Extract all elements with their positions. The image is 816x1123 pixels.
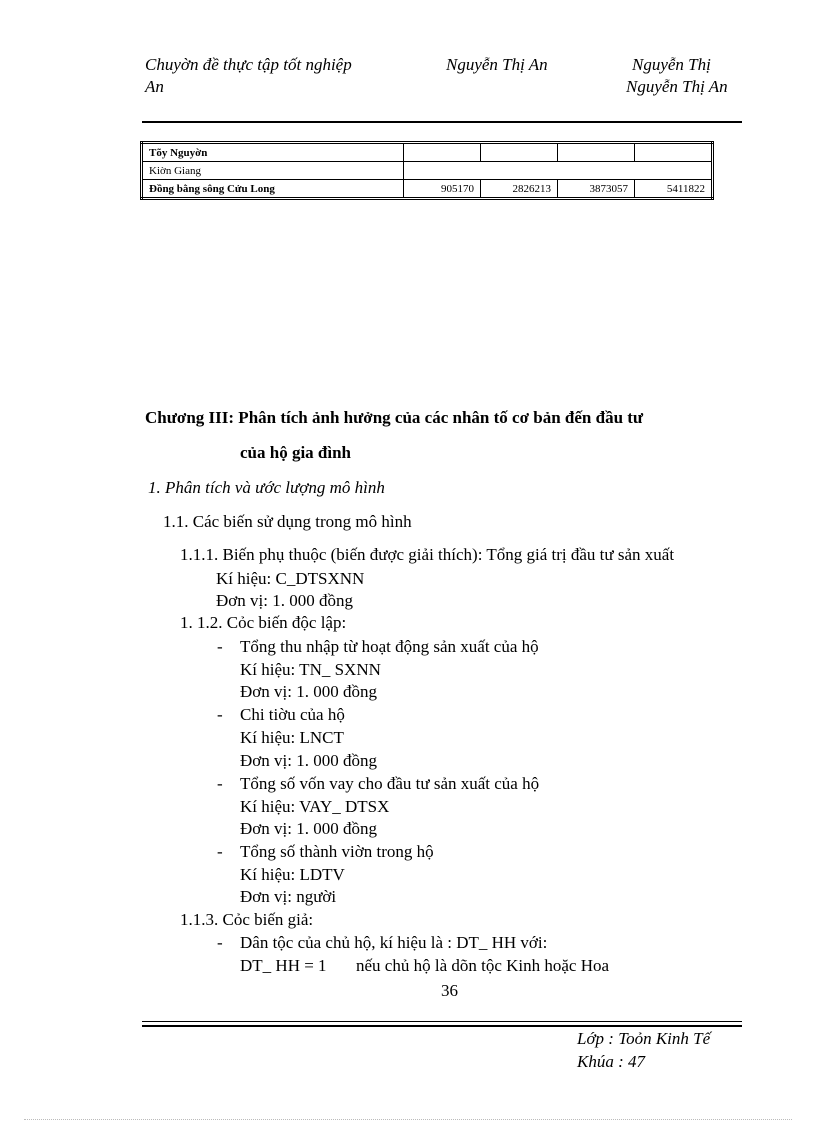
table-cell-region: Đồng bằng sông Cửu Long [142, 180, 404, 199]
variable-symbol: Kí hiệu: TN_ SXNN [240, 660, 381, 679]
dummy-variable-item: Dân tộc của chủ hộ, kí hiệu là : DT_ HH với: [240, 933, 548, 952]
table-cell-empty [404, 162, 713, 180]
footer-rule-thin [142, 1021, 742, 1022]
table-cell-value [404, 143, 481, 162]
dependent-variable-symbol: Kí hiệu: C_DTSXNN [216, 569, 365, 588]
header-rule [142, 121, 742, 123]
subsection-heading: 1.1. Các biến sử dụng trong mô hình [163, 512, 412, 531]
table-cell-value: 2826213 [481, 180, 558, 199]
page-number: 36 [441, 981, 458, 1000]
dummy-condition-left: DT_ HH = 1 [240, 956, 327, 975]
table-row [142, 143, 713, 162]
table-row [142, 180, 713, 199]
table-cell-value: 905170 [404, 180, 481, 199]
table-cell-value: 5411822 [635, 180, 713, 199]
bullet-dash: - [217, 705, 223, 724]
variable-name: Chi tiờu của hộ [240, 705, 345, 724]
table-cell-region: Kiờn Giang [142, 162, 404, 180]
table-cell-value: 3873057 [558, 180, 635, 199]
chapter-title-line1: Chương III: Phân tích ảnh hưởng của các nhân tố cơ bản đến đầu tư [145, 408, 644, 427]
footer-rule-thick [142, 1025, 742, 1027]
table-cell-region: Tõy Nguyờn [142, 143, 404, 162]
bullet-dash: - [217, 637, 223, 656]
bullet-dash: - [217, 842, 223, 861]
variable-symbol: Kí hiệu: VAY_ DTSX [240, 797, 390, 816]
dummy-variables-title: 1.1.3. Cỏc biến giả: [180, 910, 314, 929]
page-edge-divider [24, 1119, 792, 1120]
section-heading: 1. Phân tích và ước lượng mô hình [148, 478, 385, 497]
dummy-condition-right: nếu chủ hộ là dõn tộc Kinh hoặc Hoa [356, 956, 610, 975]
table-cell-value [635, 143, 713, 162]
bullet-dash: - [217, 774, 223, 793]
header-author: Nguyễn Thị An [446, 55, 548, 74]
data-table [140, 141, 714, 200]
variable-symbol: Kí hiệu: LNCT [240, 728, 344, 747]
dependent-variable-title: 1.1.1. Biến phụ thuộc (biến được giải thích): Tổng giá trị đầu tư sản xuất [180, 545, 675, 564]
variable-unit: Đơn vị: 1. 000 đồng [240, 682, 377, 701]
variable-unit: Đơn vị: 1. 000 đồng [240, 819, 377, 838]
independent-variables-title: 1. 1.2. Cỏc biến độc lập: [180, 613, 347, 632]
header-right-line1: Nguyễn Thị [632, 55, 711, 74]
variable-unit: Đơn vị: người [240, 887, 337, 906]
variable-name: Tổng thu nhập từ hoạt động sản xuất của hộ [240, 637, 539, 656]
chapter-title-line2: của hộ gia đình [240, 443, 352, 462]
footer-class: Lớp : Toỏn Kinh Tế [577, 1029, 711, 1048]
header-left-line1: Chuyờn đề thực tập tốt nghiệp [145, 55, 352, 74]
variable-name: Tổng số vốn vay cho đầu tư sản xuất của hộ [240, 774, 540, 793]
bullet-dash: - [217, 933, 223, 952]
header-right-line2: Nguyễn Thị An [626, 77, 728, 96]
table-cell-value [481, 143, 558, 162]
header-left-line2: An [145, 77, 164, 96]
variable-symbol: Kí hiệu: LDTV [240, 865, 345, 884]
table-row [142, 162, 713, 180]
variable-name: Tổng số thành viờn trong hộ [240, 842, 434, 861]
footer-cohort: Khúa : 47 [577, 1052, 645, 1071]
dependent-variable-unit: Đơn vị: 1. 000 đồng [216, 591, 353, 610]
table-cell-value [558, 143, 635, 162]
variable-unit: Đơn vị: 1. 000 đồng [240, 751, 377, 770]
